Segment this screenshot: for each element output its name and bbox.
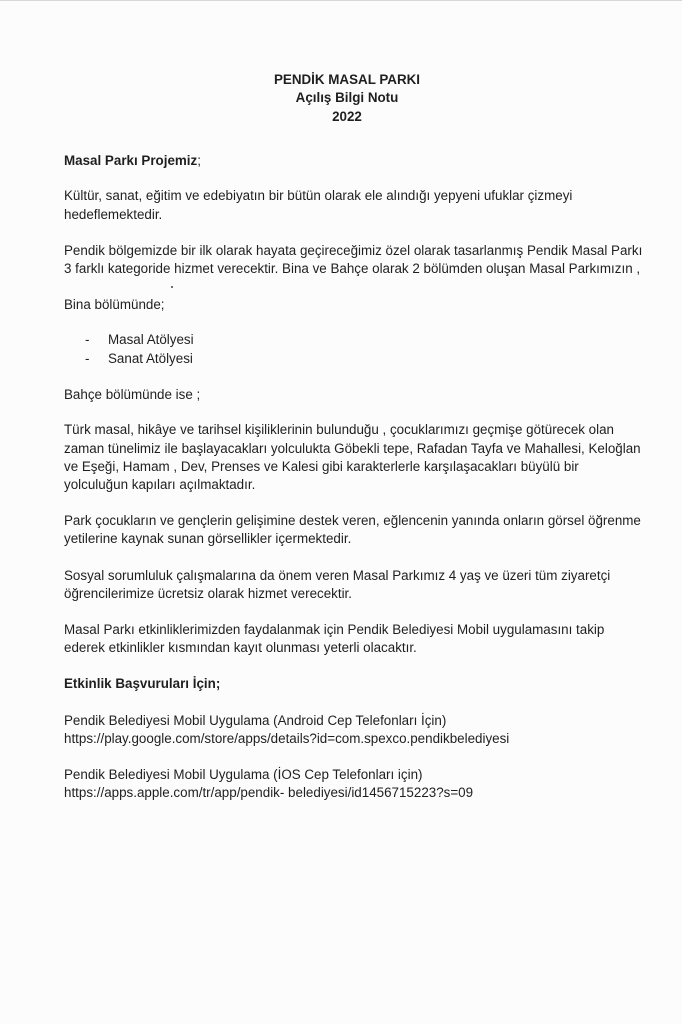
list-item	[64, 331, 644, 349]
paragraph-intro: Pendik bölgemizde bir ilk olarak hayata geçireceğimiz özel olarak tasarlanmış Pendik Masal Parkı 3 farklı kategoride hizmet verecektir. Bina ve Bahçe olarak 2 bölümden oluşan Masal Parkımızın ,	[64, 242, 643, 277]
document-content	[64, 71, 644, 821]
bahce-heading: Bahçe bölümünde ise ;	[64, 387, 201, 403]
intro-heading-bold: Masal Parkı Projemiz	[64, 153, 198, 169]
bina-heading: Bina bölümünde;	[64, 297, 165, 313]
ios-block	[64, 766, 644, 802]
list-item	[64, 350, 644, 368]
document-title-block	[50, 71, 644, 126]
android-label: Pendik Belediyesi Mobil Uygulama (Android Cep Telefonları İçin)	[64, 712, 447, 728]
ios-label: Pendik Belediyesi Mobil Uygulama (İOS Cep Telefonları için)	[64, 767, 423, 783]
document-subtitle: Açılış Bilgi Notu	[295, 90, 399, 106]
paragraph-development: Park çocukların ve gençlerin gelişimine destek veren, eğlencenin yanında onların görsel öğrenme yetilerine kaynak sunan görsellikler içermektedir.	[64, 513, 641, 547]
paragraph-registration: Masal Parkı etkinliklerimizden faydalanmak için Pendik Belediyesi Mobil uygulamasını takip ederek etkinlikler kısmından kayıt olunması yeterli olacaktır.	[64, 622, 605, 656]
list-dash: -	[85, 350, 90, 366]
ios-url: https://apps.apple.com/tr/app/pendik- belediyesi/id1456715223?s=09	[64, 785, 474, 801]
intro-heading	[64, 152, 644, 170]
android-block	[64, 712, 644, 748]
paragraph-social: Sosyal sorumluluk çalışmalarına da önem veren Masal Parkımız 4 yaş ve üzeri tüm ziyaretçi öğrencilerimize ücretsiz olarak hizmet verecektir.	[64, 567, 611, 601]
list-item-label: Masal Atölyesi	[108, 332, 194, 348]
document-title: PENDİK MASAL PARKI	[273, 72, 421, 87]
paragraph-vision: Kültür, sanat, eğitim ve edebiyatın bir bütün olarak ele alındığı yepyeni ufuklar çizmeyi hedeflemektedir.	[64, 188, 573, 222]
applications-heading: Etkinlik Başvuruları İçin;	[64, 676, 221, 692]
list-item-label: Sanat Atölyesi	[108, 350, 193, 366]
list-dash: -	[85, 332, 90, 348]
bina-list	[64, 331, 644, 368]
paragraph-time-tunnel: Türk masal, hikâye ve tarihsel kişiliklerinin bulunduğu , çocuklarımızı geçmişe götürecek olan zaman tünelimiz ile başlayacakları yolculukta Göbekli tepe, Rafadan Tayfa ve Mahallesi, Keloğlan ve Eşeği, Hamam , Dev, Prenses ve Kalesi gibi karakterlerle karşılaşacakları büyülü bir yolculuğun kapıları açılmaktadır.	[64, 422, 641, 493]
document-year: 2022	[332, 108, 362, 124]
intro-heading-semicolon: ;	[197, 153, 201, 169]
android-url: https://play.google.com/store/apps/details?id=com.spexco.pendikbelediyesi	[64, 730, 510, 746]
